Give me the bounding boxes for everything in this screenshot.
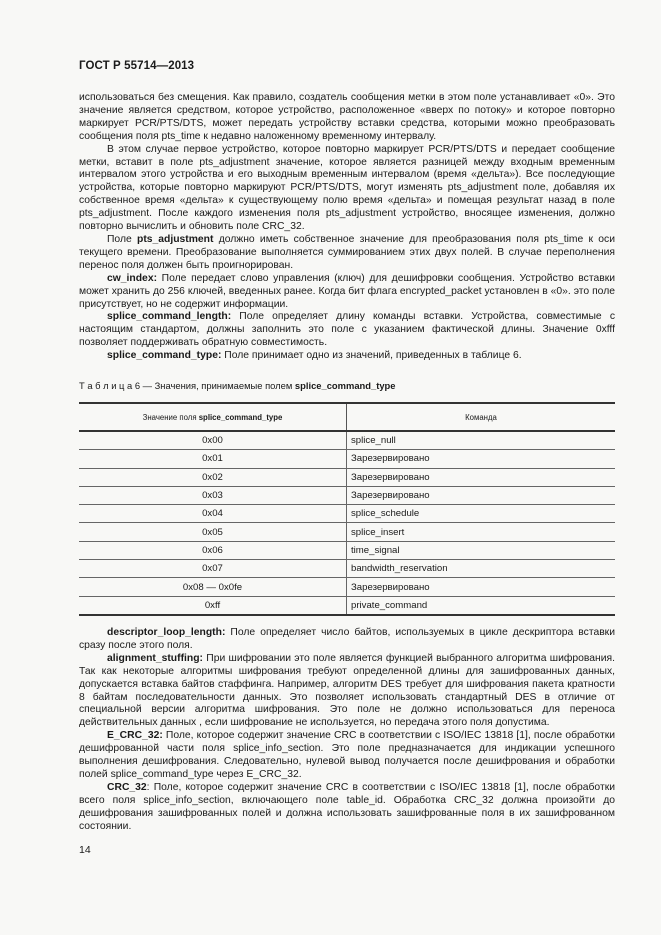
- paragraph-e-crc-32: E_CRC_32: Поле, которое содержит значение CRC в соответствии с ISO/IEC 13818 [1], после обработки дешифрованной части поля splice_info_section. Это поле предназначается для индикации успешного выполнения дешифрования. Следовательно, нулевой вывод получается после дешифрования и обработки полей splice_command_type через E_CRC_32.: [79, 730, 615, 780]
- column-header-value: Значение поля splice_command_type: [79, 403, 347, 431]
- cell-value: 0x02: [79, 468, 347, 486]
- cell-value: 0x04: [79, 505, 347, 523]
- cell-value: 0x07: [79, 560, 347, 578]
- term-e-crc-32: E_CRC_32:: [107, 730, 163, 742]
- table-row: [79, 468, 615, 486]
- cell-command: Зарезервировано: [347, 578, 616, 596]
- table-row: [79, 541, 615, 559]
- term-cw-index: cw_index:: [107, 272, 158, 284]
- cell-command: Зарезервировано: [347, 486, 616, 504]
- paragraph-pts-adjustment-usage: В этом случае первое устройство, которое повторно маркирует PCR/PTS/DTS и передает сообщение метки, вставит в поле pts_adjustment значение, которое является разницей между входным временным интервалом этого устройства и его выходным временным интервалом (время «дельта»). Все последующие устройства, которые повторно маркируют PCR/PTS/DTS, могут изменять pts_adjustment поле, добавляя их собственное время «дельта» к существующему полю время «дельта» и помещая результат назад в поле pts_adjustment. После каждого изменения поля pts_adjustment устройство, вносящее изменения, должно повторно вычислить и обновить поле CRC_32.: [79, 143, 615, 233]
- cell-command: bandwidth_reservation: [347, 560, 616, 578]
- table-6: [79, 402, 615, 616]
- term-pts-adjustment: pts_adjustment: [137, 233, 214, 245]
- term-crc-32: CRC_32: [107, 781, 147, 793]
- cell-value: 0x00: [79, 431, 347, 450]
- table-row: [79, 431, 615, 450]
- cell-command: splice_null: [347, 431, 616, 450]
- body-text-lower: [79, 627, 615, 834]
- table-caption: Т а б л и ц а 6 — Значения, принимаемые полем splice_command_type: [79, 380, 396, 391]
- cell-command: Зарезервировано: [347, 468, 616, 486]
- paragraph-splice-command-type: splice_command_type: Поле принимает одно из значений, приведенных в таблице 6.: [107, 350, 522, 362]
- paragraph-splice-command-length: splice_command_length: Поле определяет длину команды вставки. Устройства, совместимые с настоящим стандартом, должны заполнить это поле с указанием фактической длины. Значение 0xfff позволяет поддерживать обратную совместимость.: [79, 311, 615, 349]
- paragraph-alignment-stuffing: alignment_stuffing: При шифровании это поле является функцией выбранного алгоритма шифрования. Так как некоторые алгоритмы шифрования требуют определенной длины для зашифрованных данных, допускается вставка байтов стаффинга. Например, алгоритм DES требует для шифрования пакета кратности 8 байтам последовательности данных. Это позволяет использовать стандартный DES в отличие от специальной версии алгоритма шифрования. Это поле не должно использоваться для переноса действительных данных , если шифрование не используется, но передача этого поля допустима.: [79, 652, 615, 729]
- paragraph-pts-adjustment: Поле pts_adjustment должно иметь собственное значение для преобразования поля pts_time к оси текущего времени. Преобразование выполняется суммированием этих двух полей. В случае переполнения перенос поля должен быть проигнорирован.: [79, 233, 616, 271]
- table-row: [79, 596, 615, 615]
- table-body: [79, 431, 615, 615]
- cell-value: 0x05: [79, 523, 347, 541]
- table-row: [79, 505, 615, 523]
- page-number: 14: [79, 844, 91, 856]
- cell-command: time_signal: [347, 541, 616, 559]
- table-row: [79, 560, 615, 578]
- table-header-row: [79, 403, 615, 431]
- cell-command: splice_insert: [347, 523, 616, 541]
- term-descriptor-loop-length: descriptor_loop_length:: [107, 627, 226, 638]
- cell-value: 0x06: [79, 541, 347, 559]
- body-text-upper: [79, 92, 615, 363]
- term-splice-command-type: splice_command_type:: [107, 350, 222, 362]
- cell-command: splice_schedule: [347, 505, 616, 523]
- term-splice-command-length: splice_command_length:: [107, 311, 232, 323]
- cell-value: 0x08 — 0x0fe: [79, 578, 347, 596]
- column-header-command: Команда: [347, 403, 616, 431]
- table-row: [79, 450, 615, 468]
- table-row: [79, 578, 615, 596]
- term-alignment-stuffing: alignment_stuffing:: [107, 652, 203, 664]
- cell-command: private_command: [347, 596, 616, 615]
- cell-value: 0x01: [79, 450, 347, 468]
- table-row: [79, 523, 615, 541]
- cell-command: Зарезервировано: [347, 450, 616, 468]
- paragraph-cw-index: cw_index: Поле передает слово управления (ключ) для дешифровки сообщения. Устройство вставки может хранить до 256 ключей, введенных ранее. Когда бит флага encrypted_packet установлен в «0». это поле присутствует, но не содержит информации.: [79, 272, 615, 310]
- cell-value: 0x03: [79, 486, 347, 504]
- paragraph-crc-32: CRC_32: Поле, которое содержит значение CRC в соответствии с ISO/IEC 13818 [1], после обработки всего поля splice_info_section, включающего поле table_id. Обработка CRC_32 должна произойти до дешифрования зашифрованных полей и должна использовать зашифрованные поля в их зашифрованном состоянии.: [79, 781, 615, 832]
- paragraph-continuation: использоваться без смещения. Как правило, создатель сообщения метки в этом поле устанавливает «0». Это значение является средством, которое устройство, расположенное «вверх по потоку» и которое повторно маркирует PCR/PTS/DTS, может передать устройству вставки средства, которыми можно преобразовать сообщения поля pts_time к недавно наложенному временному интервалу.: [79, 92, 615, 142]
- page-header: ГОСТ Р 55714—2013: [79, 60, 195, 72]
- splice-command-type-table: [79, 402, 615, 616]
- paragraph-descriptor-loop-length: descriptor_loop_length: Поле определяет число байтов, используемых в цикле дескриптора вставки сразу после этого поля.: [79, 627, 615, 651]
- table-row: [79, 486, 615, 504]
- cell-value: 0xff: [79, 596, 347, 615]
